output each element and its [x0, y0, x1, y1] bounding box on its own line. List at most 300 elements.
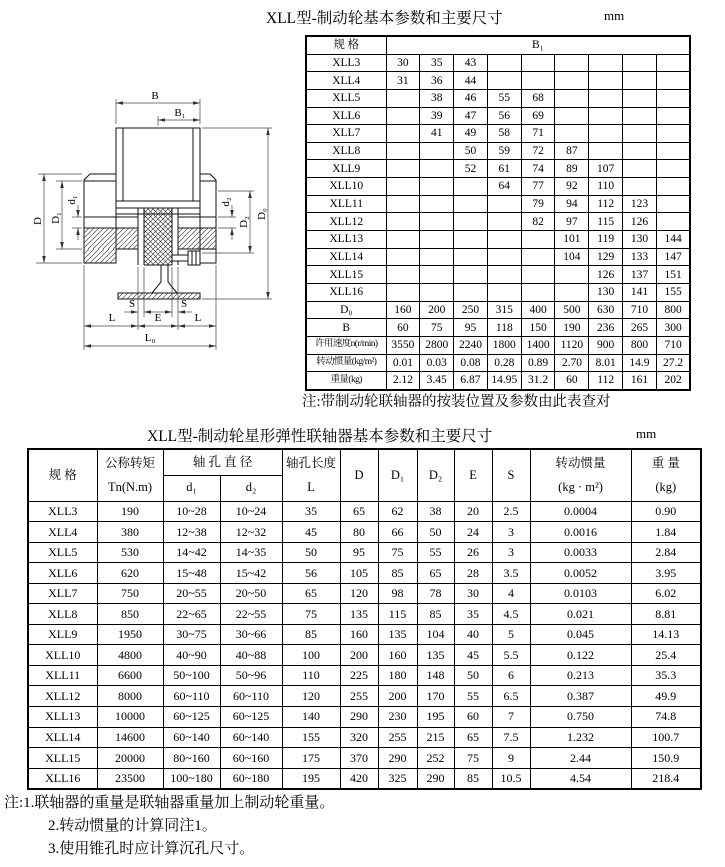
value-cell: [420, 195, 454, 213]
value-cell: 137: [623, 266, 657, 284]
value-cell: [521, 248, 555, 266]
spec-cell: XLL4: [28, 522, 97, 543]
value-cell: 92: [555, 178, 589, 196]
value-cell: 22~55: [220, 604, 282, 625]
value-cell: 170: [417, 686, 454, 707]
table1-unit-label: mm: [604, 8, 625, 23]
value-cell: 14.13: [631, 624, 701, 645]
value-cell: 26: [454, 542, 492, 563]
value-cell: [420, 231, 454, 249]
value-cell: 320: [340, 727, 378, 748]
table-header-row: [28, 449, 701, 475]
table-row: [306, 231, 690, 249]
value-cell: 115: [589, 213, 623, 231]
value-cell: [521, 231, 555, 249]
bore-length-header-cell: [282, 449, 340, 501]
value-cell: 370: [340, 748, 378, 769]
value-cell: 0.021: [530, 604, 631, 625]
value-cell: 4.54: [530, 768, 631, 789]
table-row: [28, 768, 701, 789]
bore-dia-header-cell: 轴 孔 直 径: [163, 449, 282, 475]
value-cell: 49: [454, 125, 488, 143]
table-row: [306, 301, 690, 319]
dim-label-L-left: L: [108, 312, 116, 324]
value-cell: 0.01: [386, 354, 420, 372]
value-cell: [555, 89, 589, 107]
dim-label-d2: d₂: [220, 197, 232, 207]
torque-header-cell: [97, 449, 163, 501]
value-cell: [420, 248, 454, 266]
value-cell: 80: [340, 522, 378, 543]
value-cell: [555, 283, 589, 301]
table-row: [28, 624, 701, 645]
value-cell: 50~100: [163, 665, 220, 686]
value-cell: 14.95: [487, 372, 521, 390]
value-cell: 2.5: [492, 501, 530, 522]
value-cell: 35: [454, 604, 492, 625]
value-cell: [386, 248, 420, 266]
dim-label-d1: d₁: [66, 195, 78, 205]
dim-label-D: D: [32, 217, 44, 225]
spec-cell: XLL10: [306, 178, 386, 196]
value-cell: 20~55: [163, 583, 220, 604]
value-cell: 0.08: [454, 354, 488, 372]
value-cell: 255: [378, 727, 417, 748]
value-cell: [656, 213, 690, 231]
value-cell: 144: [656, 231, 690, 249]
value-cell: 85: [454, 768, 492, 789]
value-cell: 105: [340, 563, 378, 584]
value-cell: 20000: [97, 748, 163, 769]
dim-label-D1: D₁: [50, 212, 62, 224]
value-cell: 200: [420, 301, 454, 319]
spec-cell: XLL3: [28, 501, 97, 522]
value-cell: 3.95: [631, 563, 701, 584]
dim-label-L0: L₀: [144, 332, 156, 344]
table-row: [306, 319, 690, 337]
value-cell: 30: [454, 583, 492, 604]
value-cell: [623, 160, 657, 178]
value-cell: 530: [97, 542, 163, 563]
value-cell: 2800: [420, 336, 454, 354]
value-cell: 75: [282, 604, 340, 625]
value-cell: 100.7: [631, 727, 701, 748]
value-cell: 290: [340, 706, 378, 727]
table-row: [306, 125, 690, 143]
spec-cell: XLL15: [306, 266, 386, 284]
value-cell: [454, 248, 488, 266]
value-cell: 38: [417, 501, 454, 522]
value-cell: 85: [417, 604, 454, 625]
value-cell: 98: [378, 583, 417, 604]
col-header-D2: D₂: [417, 449, 454, 501]
value-cell: [487, 231, 521, 249]
value-cell: 160: [378, 645, 417, 666]
value-cell: 45: [454, 645, 492, 666]
value-cell: 64: [487, 178, 521, 196]
value-cell: 7.5: [492, 727, 530, 748]
value-cell: 195: [282, 768, 340, 789]
value-cell: 94: [555, 195, 589, 213]
value-cell: 38: [420, 89, 454, 107]
value-cell: 750: [97, 583, 163, 604]
value-cell: [623, 125, 657, 143]
value-cell: 6600: [97, 665, 163, 686]
value-cell: 1120: [555, 336, 589, 354]
value-cell: 104: [555, 248, 589, 266]
value-cell: [386, 125, 420, 143]
brake-wheel-table-body: [306, 54, 690, 390]
value-cell: 65: [340, 501, 378, 522]
spec-cell: XLL3: [306, 54, 386, 72]
value-cell: 79: [521, 195, 555, 213]
value-cell: 4: [492, 583, 530, 604]
value-cell: 65: [282, 583, 340, 604]
value-cell: 10~28: [163, 501, 220, 522]
value-cell: [420, 160, 454, 178]
spec-cell: XLL14: [28, 727, 97, 748]
value-cell: 50: [282, 542, 340, 563]
value-cell: 300: [656, 319, 690, 337]
value-cell: 31.2: [521, 372, 555, 390]
value-cell: 107: [589, 160, 623, 178]
value-cell: 104: [417, 624, 454, 645]
value-cell: [656, 195, 690, 213]
value-cell: 120: [340, 583, 378, 604]
table-row: [306, 89, 690, 107]
value-cell: [454, 213, 488, 231]
value-cell: 15~42: [220, 563, 282, 584]
value-cell: 20: [454, 501, 492, 522]
value-cell: [555, 107, 589, 125]
value-cell: 47: [454, 107, 488, 125]
value-cell: 66: [378, 522, 417, 543]
value-cell: 60~125: [220, 706, 282, 727]
value-cell: 325: [378, 768, 417, 789]
value-cell: 5: [492, 624, 530, 645]
value-cell: 0.0016: [530, 522, 631, 543]
value-cell: 200: [340, 645, 378, 666]
value-cell: [386, 160, 420, 178]
value-cell: 50~96: [220, 665, 282, 686]
value-cell: [656, 107, 690, 125]
value-cell: 60~140: [220, 727, 282, 748]
value-cell: 20~50: [220, 583, 282, 604]
table-row: [28, 706, 701, 727]
table-row: [28, 542, 701, 563]
spec-cell: XLL7: [306, 125, 386, 143]
table-row: [306, 107, 690, 125]
star-element-hatch: [144, 208, 172, 265]
value-cell: 620: [97, 563, 163, 584]
value-cell: 55: [454, 686, 492, 707]
value-cell: 420: [340, 768, 378, 789]
value-cell: 1950: [97, 624, 163, 645]
spec-cell: XLL9: [28, 624, 97, 645]
value-cell: 800: [623, 336, 657, 354]
value-cell: 1800: [487, 336, 521, 354]
value-cell: 218.4: [631, 768, 701, 789]
value-cell: 252: [417, 748, 454, 769]
table-row: [306, 142, 690, 160]
coupling-table: [27, 448, 702, 790]
spec-cell: D₀: [306, 301, 386, 319]
value-cell: 155: [656, 283, 690, 301]
spec-cell: XLL13: [306, 231, 386, 249]
coupling-table-body: [28, 501, 701, 789]
table-row: [28, 645, 701, 666]
value-cell: 60~160: [220, 748, 282, 769]
value-cell: 44: [454, 72, 488, 90]
value-cell: 0.045: [530, 624, 631, 645]
value-cell: 0.89: [521, 354, 555, 372]
value-cell: 40~90: [163, 645, 220, 666]
table-row: [306, 178, 690, 196]
value-cell: [656, 178, 690, 196]
value-cell: 56: [487, 107, 521, 125]
value-cell: [386, 195, 420, 213]
value-cell: [589, 142, 623, 160]
value-cell: 46: [454, 89, 488, 107]
value-cell: [487, 72, 521, 90]
value-cell: 120: [282, 686, 340, 707]
left-hub-outline: [84, 174, 116, 263]
value-cell: [589, 72, 623, 90]
value-cell: 315: [487, 301, 521, 319]
spec-cell: XLL12: [306, 213, 386, 231]
value-cell: 65: [454, 727, 492, 748]
value-cell: [555, 125, 589, 143]
dim-label-S-right: S: [180, 298, 188, 310]
table-row: [306, 354, 690, 372]
spec-cell: 转动惯量(kg/m²): [306, 354, 386, 372]
value-cell: 5.5: [492, 645, 530, 666]
value-cell: [656, 160, 690, 178]
value-cell: 43: [454, 54, 488, 72]
spec-cell: XLL14: [306, 248, 386, 266]
value-cell: 52: [454, 160, 488, 178]
value-cell: 2.70: [555, 354, 589, 372]
value-cell: 35: [282, 501, 340, 522]
value-cell: 380: [97, 522, 163, 543]
value-cell: 74: [521, 160, 555, 178]
value-cell: 6.02: [631, 583, 701, 604]
value-cell: 27.2: [656, 354, 690, 372]
value-cell: [555, 266, 589, 284]
table-row: [28, 563, 701, 584]
value-cell: [420, 178, 454, 196]
value-cell: 0.28: [487, 354, 521, 372]
value-cell: 97: [555, 213, 589, 231]
coupling-section-drawing: [28, 74, 304, 394]
value-cell: 14600: [97, 727, 163, 748]
value-cell: 2.84: [631, 542, 701, 563]
b1-header-cell: B₁: [386, 36, 690, 54]
value-cell: [623, 178, 657, 196]
value-cell: 61: [487, 160, 521, 178]
value-cell: 195: [417, 706, 454, 727]
value-cell: 0.122: [530, 645, 631, 666]
value-cell: 101: [555, 231, 589, 249]
value-cell: 50: [454, 665, 492, 686]
spec-cell: XLL15: [28, 748, 97, 769]
col-header-d2: d₂: [220, 475, 282, 501]
value-cell: 3: [492, 542, 530, 563]
value-cell: 85: [378, 563, 417, 584]
value-cell: [420, 142, 454, 160]
value-cell: 8.01: [589, 354, 623, 372]
value-cell: 180: [378, 665, 417, 686]
value-cell: 3: [492, 522, 530, 543]
spec-cell: XLL5: [306, 89, 386, 107]
value-cell: 900: [589, 336, 623, 354]
table-row: [306, 160, 690, 178]
inertia-header-line2: (kg · m²): [558, 480, 603, 495]
value-cell: 28: [454, 563, 492, 584]
value-cell: 630: [589, 301, 623, 319]
bolt-shaft: [172, 255, 188, 261]
value-cell: 850: [97, 604, 163, 625]
value-cell: 141: [623, 283, 657, 301]
value-cell: [420, 213, 454, 231]
value-cell: 78: [417, 583, 454, 604]
value-cell: 87: [555, 142, 589, 160]
value-cell: 3.45: [420, 372, 454, 390]
table2-title: XLL型-制动轮星形弹性联轴器基本参数和主要尺寸: [147, 428, 493, 445]
value-cell: [420, 266, 454, 284]
dim-label-D0: D₀: [256, 208, 268, 220]
value-cell: 126: [623, 213, 657, 231]
value-cell: 265: [623, 319, 657, 337]
value-cell: 85: [282, 624, 340, 645]
value-cell: 1.232: [530, 727, 631, 748]
value-cell: 8.81: [631, 604, 701, 625]
value-cell: [521, 54, 555, 72]
value-cell: 202: [656, 372, 690, 390]
brake-wheel-table: [305, 35, 691, 391]
value-cell: [589, 89, 623, 107]
footnotes: [4, 792, 334, 861]
value-cell: 30~75: [163, 624, 220, 645]
value-cell: 710: [656, 336, 690, 354]
dim-label-E: E: [154, 312, 162, 324]
value-cell: 60~140: [163, 727, 220, 748]
table-row: [306, 372, 690, 390]
value-cell: 80~160: [163, 748, 220, 769]
table-row: [306, 266, 690, 284]
value-cell: [454, 195, 488, 213]
value-cell: 74.8: [631, 706, 701, 727]
value-cell: 39: [420, 107, 454, 125]
value-cell: 126: [589, 266, 623, 284]
col-header-S: S: [492, 449, 530, 501]
value-cell: 75: [378, 542, 417, 563]
footnote-line: 3.使用锥孔时应计算沉孔尺寸。: [48, 841, 255, 857]
footnote-line: 2.转动惯量的计算同注1。: [48, 818, 217, 834]
value-cell: 49.9: [631, 686, 701, 707]
col-header-E: E: [454, 449, 492, 501]
value-cell: 95: [340, 542, 378, 563]
value-cell: 8000: [97, 686, 163, 707]
value-cell: 60~110: [163, 686, 220, 707]
col-header-d1: d₁: [163, 475, 220, 501]
value-cell: [487, 283, 521, 301]
value-cell: 160: [340, 624, 378, 645]
value-cell: 112: [589, 195, 623, 213]
value-cell: 0.0103: [530, 583, 631, 604]
value-cell: 7: [492, 706, 530, 727]
value-cell: 60~180: [220, 768, 282, 789]
value-cell: 0.90: [631, 501, 701, 522]
value-cell: 12~32: [220, 522, 282, 543]
value-cell: 190: [555, 319, 589, 337]
table-row: [28, 604, 701, 625]
value-cell: 6: [492, 665, 530, 686]
table-row: [306, 54, 690, 72]
spec-cell: XLL11: [28, 665, 97, 686]
right-hub-outline: [200, 174, 216, 263]
value-cell: 150: [521, 319, 555, 337]
bore-length-header-line2: L: [307, 480, 315, 495]
value-cell: 190: [97, 501, 163, 522]
table-row: [28, 522, 701, 543]
spec-cell: XLL8: [28, 604, 97, 625]
value-cell: [589, 54, 623, 72]
col-header-D: D: [340, 449, 378, 501]
table2-unit-label: mm: [636, 426, 657, 441]
value-cell: 200: [378, 686, 417, 707]
value-cell: 0.213: [530, 665, 631, 686]
footnote-line: 注:1.联轴器的重量是联轴器重量加上制动轮重量。: [4, 795, 335, 811]
value-cell: 290: [378, 748, 417, 769]
value-cell: 55: [487, 89, 521, 107]
value-cell: 0.03: [420, 354, 454, 372]
value-cell: 215: [417, 727, 454, 748]
value-cell: 55: [417, 542, 454, 563]
weight-header-line2: (kg): [655, 480, 677, 495]
value-cell: 71: [521, 125, 555, 143]
value-cell: [589, 107, 623, 125]
value-cell: 110: [282, 665, 340, 686]
value-cell: 10.5: [492, 768, 530, 789]
table-row: [306, 195, 690, 213]
value-cell: 100: [282, 645, 340, 666]
value-cell: 2240: [454, 336, 488, 354]
value-cell: 45: [282, 522, 340, 543]
value-cell: 6.5: [492, 686, 530, 707]
value-cell: 160: [386, 301, 420, 319]
torque-header-line2: Tn(N.m): [107, 480, 153, 495]
value-cell: [656, 142, 690, 160]
value-cell: [656, 72, 690, 90]
value-cell: 500: [555, 301, 589, 319]
value-cell: 2.12: [386, 372, 420, 390]
value-cell: 175: [282, 748, 340, 769]
value-cell: [454, 283, 488, 301]
table-row: [306, 72, 690, 90]
spec-cell: XLL5: [28, 542, 97, 563]
inertia-header-line1: 转动惯量: [555, 456, 606, 471]
spec-cell: B: [306, 319, 386, 337]
spec-cell: XLL16: [306, 283, 386, 301]
value-cell: 69: [521, 107, 555, 125]
value-cell: 9: [492, 748, 530, 769]
value-cell: 236: [589, 319, 623, 337]
value-cell: 130: [589, 283, 623, 301]
value-cell: 290: [417, 768, 454, 789]
value-cell: 119: [589, 231, 623, 249]
table1-title: XLL型-制动轮基本参数和主要尺寸: [266, 10, 503, 27]
